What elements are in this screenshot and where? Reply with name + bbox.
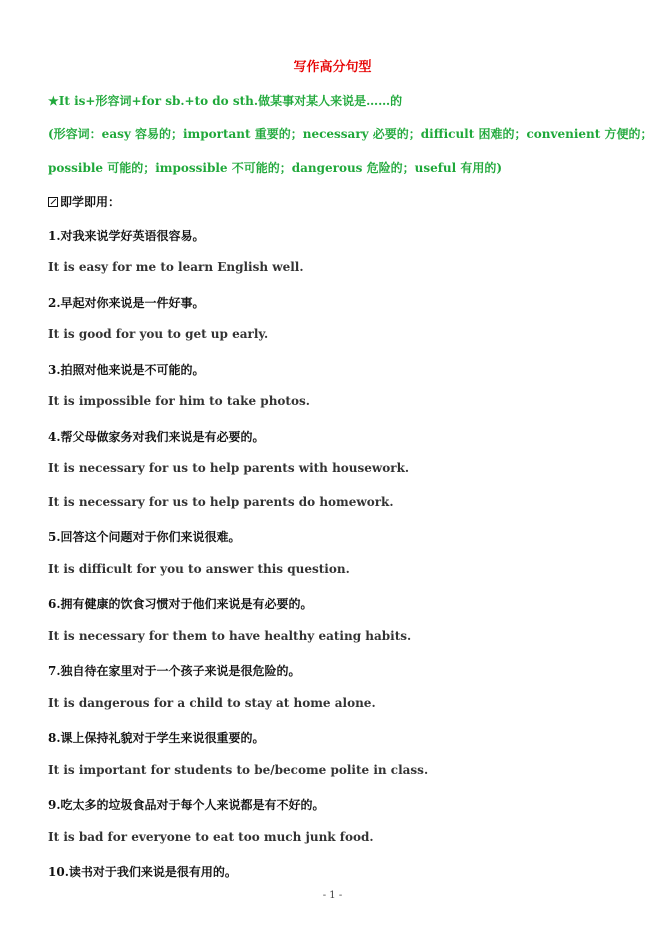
- page-number: - 1 -: [322, 890, 343, 901]
- page-title: 写作高分句型: [293, 60, 372, 75]
- item-8-chinese: 8.课上保持礼貌对于学生来说很重要的。: [48, 731, 265, 745]
- adjective-list-line-2: possible 可能的；impossible 不可能的；dangerous 危险的；useful 有用的): [48, 161, 503, 175]
- item-9-chinese: 9.吃太多的垃圾食品对于每个人来说都是有不好的。: [48, 798, 325, 812]
- item-9-english: It is bad for everyone to eat too much junk food.: [48, 830, 374, 844]
- item-4-chinese: 4.帮父母做家务对我们来说是有必要的。: [48, 430, 265, 444]
- item-6-english: It is necessary for them to have healthy eating habits.: [48, 629, 412, 643]
- checkbox-icon: [48, 197, 58, 207]
- adjective-list-line-1: (形容词：easy 容易的；important 重要的；necessary 必要的；difficult 困难的；convenient 方便的；: [48, 127, 653, 141]
- item-1-english: It is easy for me to learn English well.: [48, 260, 304, 274]
- practice-label: 即学即用：: [60, 195, 121, 209]
- sentence-pattern: [48, 92, 648, 109]
- item-2-english: It is good for you to get up early.: [48, 327, 269, 341]
- item-7-english: It is dangerous for a child to stay at home alone.: [48, 696, 376, 710]
- item-5-chinese: 5.回答这个问题对于你们来说很难。: [48, 530, 241, 544]
- item-6-chinese: 6.拥有健康的饮食习惯对于他们来说是有必要的。: [48, 597, 313, 611]
- sentence-pattern-text: It is+形容词+for sb.+to do sth.做某事对某人来说是……的: [58, 94, 403, 108]
- item-2-chinese: 2.早起对你来说是一件好事。: [48, 296, 205, 310]
- item-3-english: It is impossible for him to take photos.: [48, 394, 310, 408]
- item-1-chinese: 1.对我来说学好英语很容易。: [48, 229, 205, 243]
- item-4-english-alt: It is necessary for us to help parents do homework.: [48, 495, 394, 509]
- practice-heading: [48, 193, 648, 210]
- item-5-english: It is difficult for you to answer this question.: [48, 562, 350, 576]
- star-icon: ★: [48, 94, 59, 108]
- item-4-english: It is necessary for us to help parents with housework.: [48, 461, 410, 475]
- item-7-chinese: 7.独自待在家里对于一个孩子来说是很危险的。: [48, 664, 301, 678]
- item-10-chinese: 10.读书对于我们来说是很有用的。: [48, 865, 237, 879]
- item-8-english: It is important for students to be/become polite in class.: [48, 763, 429, 777]
- item-3-chinese: 3.拍照对他来说是不可能的。: [48, 363, 205, 377]
